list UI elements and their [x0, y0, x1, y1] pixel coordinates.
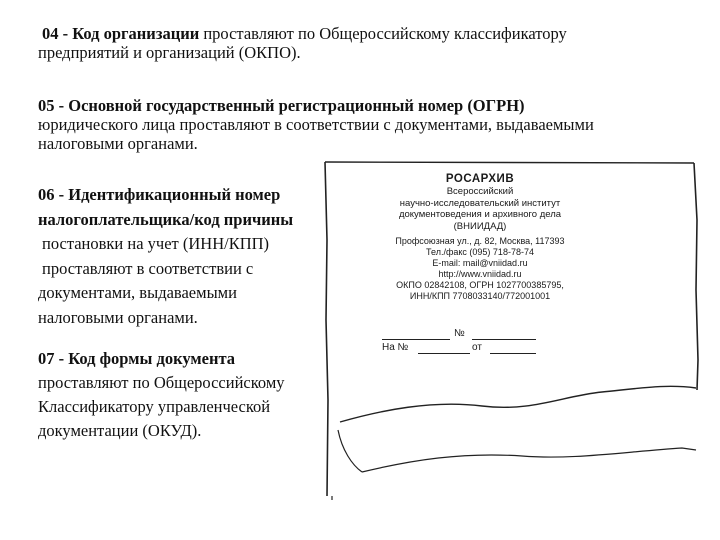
- inn-text-line6: налоговыми органами.: [38, 307, 198, 327]
- inn-text-line4: проставляют в соответствии с: [42, 258, 254, 278]
- date-line: [382, 328, 450, 340]
- paragraph-okud: [38, 347, 328, 443]
- paragraph-okpo: [38, 24, 688, 62]
- okud-text-line3: Классификатору управленческой: [38, 397, 271, 416]
- ogrn-text-line3: налоговыми органами.: [38, 134, 198, 153]
- org-line1: Всероссийский: [446, 186, 514, 197]
- org-inn-kpp: ИНН/КПП 7708033140/772001001: [409, 291, 551, 301]
- okpo-heading: 04 - Код организации: [42, 24, 200, 43]
- ogrn-text-line2: юридического лица проставляют в соответствии с документами, выдаваемыми: [38, 115, 594, 134]
- from-label: от: [472, 342, 482, 353]
- reply-date-line: [490, 342, 536, 354]
- letterhead-block: [350, 172, 610, 302]
- registration-fields: [382, 328, 642, 356]
- org-address: Профсоюзная ул., д. 82, Москва, 117393: [395, 236, 565, 246]
- sample-letterhead-illustration: [322, 160, 702, 500]
- org-line3: документоведения и архивного дела: [398, 209, 562, 220]
- inn-text-line3: постановки на учет (ИНН/КПП): [42, 234, 270, 253]
- okud-text-line4: документации (ОКУД).: [38, 421, 202, 440]
- reply-number-line: [418, 342, 470, 354]
- number-sign: №: [454, 328, 465, 339]
- okud-text-line2: проставляют по Общероссийскому: [38, 373, 285, 392]
- org-okpo-ogrn: ОКПО 02842108, ОГРН 1027700385795,: [396, 280, 564, 290]
- okud-heading: 07 - Код формы документа: [38, 349, 236, 368]
- org-name: РОСАРХИВ: [445, 173, 515, 185]
- okpo-text-line2: предприятий и организаций (ОКПО).: [38, 43, 301, 62]
- inn-heading-line2: налогоплательщика/код причины: [38, 209, 294, 229]
- org-email: E-mail: mail@vniidad.ru: [432, 258, 528, 268]
- number-line: [472, 328, 536, 340]
- org-line2: научно-исследовательский институт: [399, 197, 561, 209]
- org-website: http://www.vniidad.ru: [438, 269, 522, 279]
- paragraph-ogrn: [38, 96, 698, 153]
- reply-to-label: На №: [382, 342, 409, 353]
- org-phone: Тел./факс (095) 718-78-74: [426, 247, 534, 257]
- inn-heading-line1: 06 - Идентификационный номер: [38, 185, 281, 204]
- inn-text-line5: документами, выдаваемыми: [38, 283, 237, 302]
- paragraph-inn-kpp: [38, 183, 338, 330]
- org-line4: (ВНИИДАД): [453, 220, 507, 232]
- okpo-text: проставляют по Общероссийскому классификатору: [199, 24, 567, 43]
- ogrn-heading: 05 - Основной государственный регистрационный номер (ОГРН): [38, 96, 525, 115]
